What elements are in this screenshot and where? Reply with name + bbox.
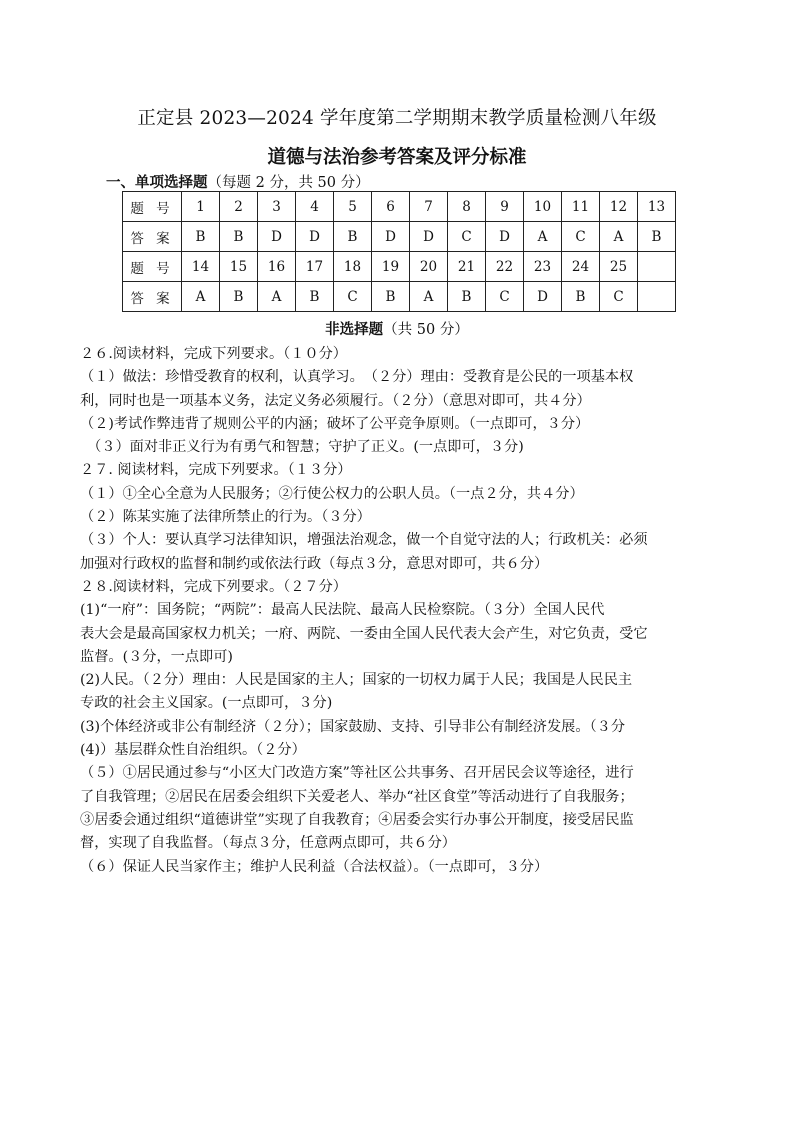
answer-cell: B <box>220 282 258 312</box>
row-label: 题 号 <box>123 192 182 222</box>
answer-cell: C <box>486 282 524 312</box>
answer-table-row <box>123 252 676 282</box>
answer-line: ２６.阅读材料，完成下列要求。（１０分） <box>80 346 347 362</box>
answer-cell: A <box>600 222 638 252</box>
answer-key-table <box>122 191 676 312</box>
answer-line: 加强对行政权的监督和制约或依法行政（每点３分，意思对即可，共６分） <box>80 555 549 572</box>
question-number-cell <box>638 252 676 282</box>
answer-line: （２)考试作弊违背了规则公平的内涵；破坏了公平竞争原则。（一点即可，３分） <box>80 415 590 432</box>
answer-cell: B <box>448 282 486 312</box>
question-number-cell: 9 <box>486 192 524 222</box>
answer-cell: C <box>600 282 638 312</box>
question-number-cell: 25 <box>600 252 638 282</box>
answer-table-row <box>123 222 676 252</box>
question-number-cell: 13 <box>638 192 676 222</box>
question-number-cell: 20 <box>410 252 448 282</box>
answer-line: 督，实现了自我监督。（每点３分，任意两点即可，共６分） <box>80 835 456 852</box>
question-number-cell: 21 <box>448 252 486 282</box>
document-title: 正定县 2023—2024 学年度第二学期期末教学质量检测八年级 <box>137 108 657 129</box>
answer-line: 表大会是最高国家权力机关；一府、两院、一委由全国人民代表大会产生，对它负责，受它 <box>80 625 648 642</box>
question-number-cell: 22 <box>486 252 524 282</box>
answer-cell: D <box>524 282 562 312</box>
section-heading-text: 非选择题 <box>325 321 384 338</box>
answer-line: ２８.阅读材料，完成下列要求。（２７分） <box>80 578 347 595</box>
section-heading-text: 一、单项选择题 <box>106 174 208 191</box>
answer-line: 监督。(３分，一点即可) <box>80 648 233 665</box>
answer-cell: C <box>448 222 486 252</box>
answer-cell: B <box>334 222 372 252</box>
answer-cell: B <box>182 222 220 252</box>
document-subtitle: 道德与法治参考答案及评分标准 <box>267 147 527 168</box>
question-number-cell: 17 <box>296 252 334 282</box>
question-number-cell: 23 <box>524 252 562 282</box>
question-number-cell: 19 <box>372 252 410 282</box>
question-number-cell: 10 <box>524 192 562 222</box>
question-number-cell: 4 <box>296 192 334 222</box>
answer-cell: A <box>258 282 296 312</box>
answer-line: （５）①居民通过参与“小区大门改造方案”等社区公共事务、召开居民会议等途径，进行 <box>80 765 634 782</box>
question-number-cell: 1 <box>182 192 220 222</box>
answer-cell: B <box>562 282 600 312</box>
answer-line: （６）保证人民当家作主；维护人民利益（合法权益）。（一点即可，３分） <box>80 858 549 875</box>
section-open-questions-heading <box>0 318 794 339</box>
answer-line: （１）①全心全意为人民服务；②行使公权力的公职人员。（一点２分，共４分） <box>80 485 584 502</box>
answer-cell: D <box>296 222 334 252</box>
answer-line: 利，同时也是一项基本义务，法定义务必须履行。（２分）（意思对即可，共４分） <box>80 392 591 409</box>
question-number-cell: 15 <box>220 252 258 282</box>
answer-cell: A <box>182 282 220 312</box>
row-label: 答 案 <box>123 282 182 312</box>
answer-line: (2)人民。（２分）理由：人民是国家的主人；国家的一切权力属于人民；我国是人民民主 <box>80 672 633 689</box>
answer-cell: B <box>296 282 334 312</box>
question-number-cell: 24 <box>562 252 600 282</box>
question-number-cell: 14 <box>182 252 220 282</box>
answer-body-text <box>80 343 720 879</box>
question-number-cell: 7 <box>410 192 448 222</box>
answer-cell: B <box>372 282 410 312</box>
question-number-cell: 11 <box>562 192 600 222</box>
answer-cell <box>638 282 676 312</box>
question-number-cell: 8 <box>448 192 486 222</box>
question-number-cell: 5 <box>334 192 372 222</box>
answer-table-row <box>123 282 676 312</box>
answer-cell: D <box>486 222 524 252</box>
question-number-cell: 3 <box>258 192 296 222</box>
answer-cell: A <box>524 222 562 252</box>
answer-line: （３）个人：要认真学习法律知识，增强法治观念，做一个自觉守法的人；行政机关：必须 <box>80 532 648 549</box>
answer-line: （３）面对非正义行为有勇气和智慧；守护了正义。(一点即可，３分) <box>80 439 524 456</box>
question-number-cell: 2 <box>220 192 258 222</box>
row-label: 题 号 <box>123 252 182 282</box>
answer-cell: D <box>258 222 296 252</box>
answer-table-row <box>123 192 676 222</box>
answer-line: ２７. 阅读材料，完成下列要求。（１３分） <box>80 462 352 479</box>
question-number-cell: 12 <box>600 192 638 222</box>
question-number-cell: 18 <box>334 252 372 282</box>
answer-cell: C <box>562 222 600 252</box>
question-number-cell: 16 <box>258 252 296 282</box>
answer-cell: C <box>334 282 372 312</box>
answer-line: 了自我管理；②居民在居委会组织下关爱老人、举办“社区食堂”等活动进行了自我服务； <box>80 788 634 805</box>
section-multiple-choice-heading <box>106 171 370 192</box>
answer-cell: B <box>220 222 258 252</box>
answer-cell: B <box>638 222 676 252</box>
answer-line: (4)）基层群众性自治组织。（２分） <box>80 742 306 759</box>
answer-cell: D <box>410 222 448 252</box>
answer-cell: D <box>372 222 410 252</box>
question-number-cell: 6 <box>372 192 410 222</box>
answer-line: (1)“一府”：国务院；“两院”：最高人民法院、最高人民检察院。（３分）全国人民代 <box>80 602 605 619</box>
answer-line: ③居委会通过组织“道德讲堂”实现了自我教育；④居委会实行办事公开制度，接受居民监 <box>80 811 634 828</box>
answer-line: (3)个体经济或非公有制经济（２分）；国家鼓励、支持、引导非公有制经济发展。（３分 <box>80 718 626 735</box>
section-heading-note: （共 50 分） <box>383 322 469 338</box>
answer-cell: A <box>410 282 448 312</box>
answer-line: （１）做法：珍惜受教育的权利，认真学习。 （２分）理由：受教育是公民的一项基本权 <box>80 369 634 386</box>
row-label: 答 案 <box>123 222 182 252</box>
answer-line: （２）陈某实施了法律所禁止的行为。（３分） <box>80 509 371 526</box>
answer-line: 专政的社会主义国家。(一点即可，３分) <box>80 695 333 712</box>
section-heading-note: （每题 2 分，共 50 分） <box>207 175 370 191</box>
